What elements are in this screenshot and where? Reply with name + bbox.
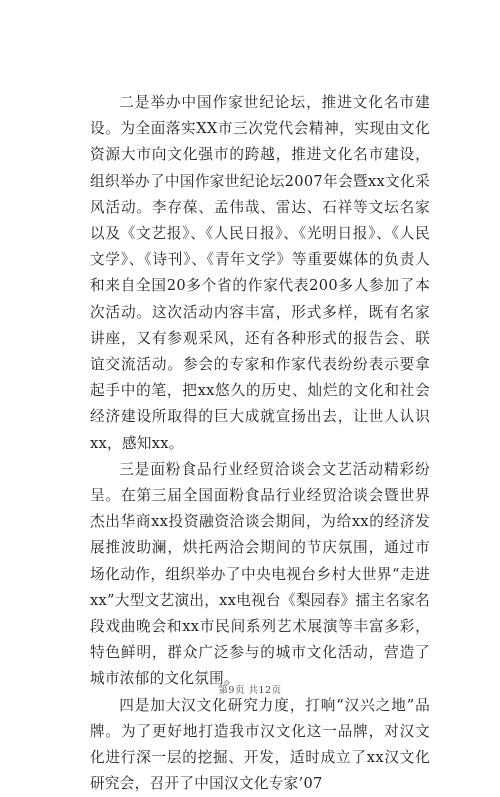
paragraph-han-culture: 四是加大汉文化研究力度，打响“汉兴之地”品牌。为了更好地打造我市汉文化这一品牌，对汉文化进行深一层的挖掘、开发，适时成立了xx汉文化研究会，召开了中国汉文化专家’07 <box>90 696 430 793</box>
paragraph-writers-forum: 二是举办中国作家世纪论坛，推进文化名市建设。为全面落实XX市三次党代会精神，实现由文化资源大市向文化强市的跨越，推进文化名市建设，组织举办了中国作家世纪论坛2007年会暨xx文化采风活动。李存葆、孟伟哉、雷达、石祥等文坛名家以及《文艺报》、《人民日报》、《光明日报》、《人民文学》、《诗刊》、《青年文学》等重要媒体的负责人和来自全国20多个省的作家代表200多人参加了本次活动。这次活动内容丰富，形式多样，既有名家讲座，又有参观采风，还有各种形式的报告会、联谊交流活动。参会的专家和作家代表纷纷表示要拿起手中的笔，把xx悠久的历史、灿烂的文化和社会经济建设所取得的巨大成就宣扬出去，让世人认识xx，感知xx。 <box>90 94 430 452</box>
page-number-footer: 第9页 共12页 <box>218 685 282 696</box>
paragraph-flour-trade-fair: 三是面粉食品行业经贸洽谈会文艺活动精彩纷呈。在第三届全国面粉食品行业经贸洽谈会暨世界杰出华商xx投资融资洽谈会期间，为给xx的经济发展推波助澜，烘托两洽会期间的节庆氛围，通过市场化动作，组织举办了中央电视台乡村大世界“走进xx”大型文艺演出，xx电视台《梨园春》擂主名家名段戏曲晚会和xx市民间系列艺术展演等丰富多彩，特色鲜明，群众广泛参与的城市文化活动，营造了城市浓郁的文化氛围。 <box>90 460 430 688</box>
